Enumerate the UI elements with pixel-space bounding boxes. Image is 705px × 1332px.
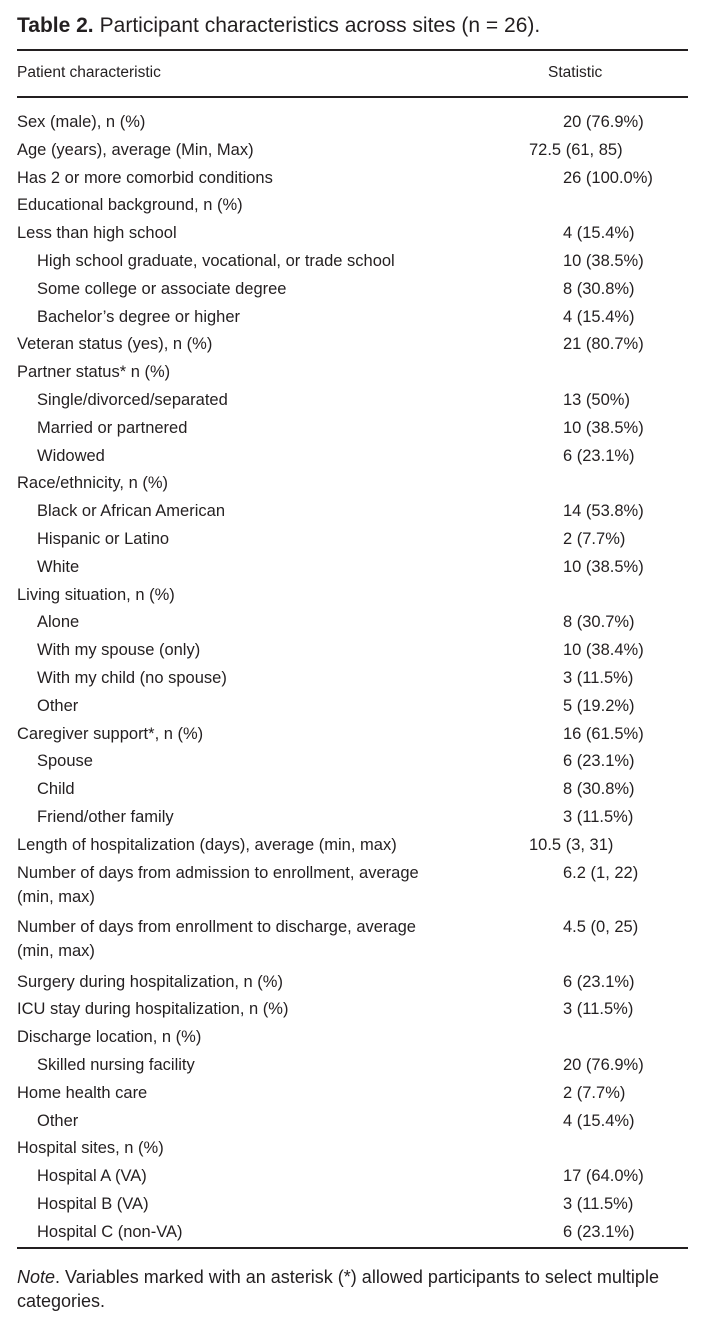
row-label: With my child (no spouse): [37, 669, 227, 687]
row-value: 2 (7.7%): [563, 530, 626, 548]
row-label: Number of days from enrollment to discharge, average (min, max): [17, 918, 416, 961]
row-value: 6 (23.1%): [563, 752, 635, 771]
row-value: 3 (11.5%): [563, 808, 634, 826]
row-label: With my spouse (only): [37, 641, 201, 660]
row-label: Hispanic or Latino: [37, 530, 170, 548]
row-value: 10 (38.5%): [563, 418, 644, 437]
row-label: Hospital C (non-VA): [37, 1222, 183, 1241]
row-value: 10.5 (3, 31): [529, 835, 614, 854]
row-label: Spouse: [37, 752, 93, 771]
row-value: 10 (38.5%): [563, 252, 644, 270]
table-title: [17, 14, 540, 38]
table-note: [17, 1265, 688, 1313]
row-label: Less than high school: [17, 224, 177, 243]
row-label: Widowed: [37, 446, 105, 465]
header-statistic: Statistic: [548, 64, 603, 81]
row-label: Other: [37, 1111, 79, 1130]
row-value: 6.2 (1, 22): [563, 863, 639, 882]
row-value: 16 (61.5%): [563, 724, 644, 743]
note-text: . Variables marked with an asterisk (*) allowed participants to select multiple categories.: [17, 1267, 659, 1311]
row-value: 5 (19.2%): [563, 696, 635, 715]
row-value: 8 (30.7%): [563, 613, 635, 632]
row-label: Sex (male), n (%): [17, 113, 146, 131]
row-value: 20 (76.9%): [563, 113, 644, 131]
row-value: 3 (11.5%): [563, 1195, 634, 1213]
row-label: ICU stay during hospitalization, n (%): [17, 1000, 289, 1019]
row-value: 4 (15.4%): [563, 224, 635, 243]
row-value: 6 (23.1%): [563, 972, 635, 991]
row-value: 10 (38.4%): [563, 641, 644, 660]
row-label: Hospital sites, n (%): [17, 1139, 164, 1158]
row-label: Veteran status (yes), n (%): [17, 335, 213, 354]
row-label: High school graduate, vocational, or trade school: [37, 252, 395, 270]
row-label: Number of days from admission to enrollment, average (min, max): [17, 863, 419, 906]
row-value: 4 (15.4%): [563, 1111, 635, 1130]
row-value: 6 (23.1%): [563, 446, 635, 465]
table-label: Table 2.: [17, 14, 94, 37]
row-value: 2 (7.7%): [563, 1083, 626, 1102]
row-value: 4.5 (0, 25): [563, 918, 639, 937]
row-value: 8 (30.8%): [563, 279, 635, 298]
row-value: 20 (76.9%): [563, 1056, 644, 1074]
row-label: Other: [37, 696, 79, 715]
row-label: Home health care: [17, 1083, 148, 1102]
row-value: 6 (23.1%): [563, 1222, 635, 1241]
row-value: 4 (15.4%): [563, 307, 635, 326]
row-label: Educational background, n (%): [17, 196, 243, 215]
row-label: Black or African American: [37, 502, 225, 521]
row-value: 3 (11.5%): [563, 1000, 634, 1019]
row-label: Some college or associate degree: [37, 279, 287, 298]
row-label: Bachelor’s degree or higher: [37, 307, 241, 326]
top-rule: [17, 49, 688, 51]
row-label: Friend/other family: [37, 808, 174, 826]
row-label: Hospital A (VA): [37, 1167, 147, 1186]
row-value: 14 (53.8%): [563, 502, 644, 521]
row-label: Discharge location, n (%): [17, 1028, 202, 1047]
row-label: Living situation, n (%): [17, 585, 175, 604]
row-label: Married or partnered: [37, 418, 188, 437]
row-label: Hospital B (VA): [37, 1195, 149, 1213]
row-label: Single/divorced/separated: [37, 391, 228, 409]
row-value: 13 (50%): [563, 391, 630, 409]
row-value: 10 (38.5%): [563, 557, 644, 576]
row-value: 17 (64.0%): [563, 1167, 644, 1186]
row-label: Length of hospitalization (days), average (min, max): [17, 835, 397, 854]
note-label: Note: [17, 1267, 56, 1287]
table-caption: Participant characteristics across sites (n = 26).: [99, 14, 541, 37]
row-label: Child: [37, 780, 75, 799]
row-label: White: [37, 557, 80, 576]
row-value: 3 (11.5%): [563, 669, 634, 687]
row-value: 26 (100.0%): [563, 168, 653, 187]
row-label: Skilled nursing facility: [37, 1056, 195, 1074]
row-label: Alone: [37, 613, 80, 632]
row-value: 72.5 (61, 85): [529, 140, 623, 159]
row-value: 8 (30.8%): [563, 780, 635, 799]
row-label: Partner status* n (%): [17, 363, 171, 382]
row-label: Has 2 or more comorbid conditions: [17, 168, 273, 187]
bottom-rule: [17, 1247, 688, 1249]
row-label: Surgery during hospitalization, n (%): [17, 972, 283, 991]
row-label: Age (years), average (Min, Max): [17, 140, 254, 159]
row-label: Caregiver support*, n (%): [17, 724, 204, 743]
header-rule: [17, 96, 688, 98]
row-value: 21 (80.7%): [563, 335, 644, 354]
row-label: Race/ethnicity, n (%): [17, 474, 168, 493]
header-characteristic: Patient characteristic: [17, 64, 161, 81]
